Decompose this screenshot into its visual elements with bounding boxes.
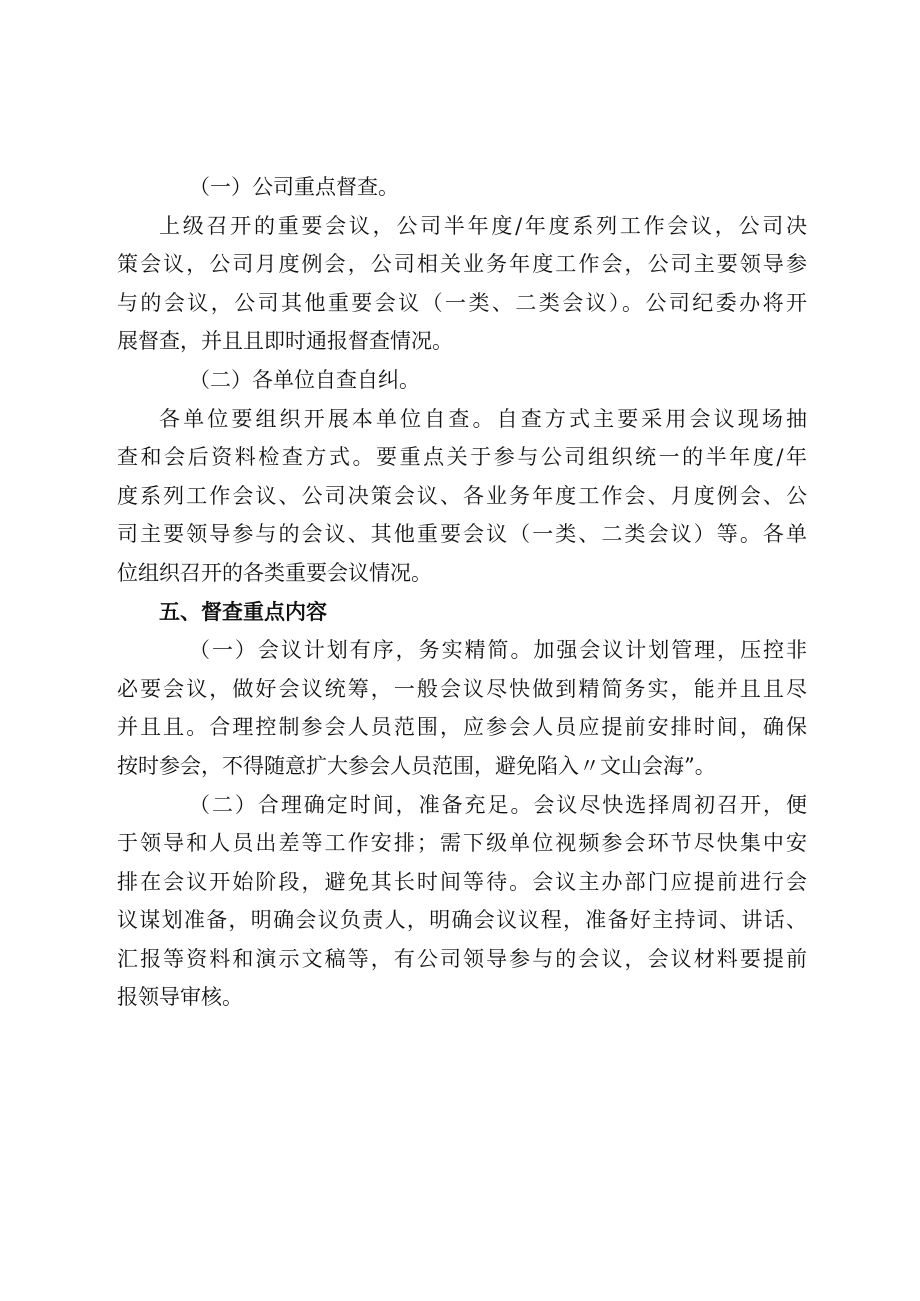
text-line: （一）会议计划有序，务实精简。加强会议计划管理，压控非: [189, 638, 807, 663]
paragraph-meeting-time: [117, 786, 807, 1018]
text-line: 议谋划准备，明确会议负责人，明确会议议程，准备好主持词、讲话、: [117, 908, 807, 933]
text-line: 司主要领导参与的会议、其他重要会议（一类、二类会议）等。各单: [117, 522, 807, 547]
text-line: 查和会后资料检查方式。要重点关于参与公司组织统一的半年度/年: [117, 445, 807, 470]
text-line: 按时参会，不得随意扩大参会人员范围，避免陷入〃文山会海”。: [117, 753, 716, 778]
text-line: 度系列工作会议、公司决策会议、各业务年度工作会、月度例会、公: [117, 483, 807, 508]
section-heading-inspection-focus: 五、督查重点内容: [159, 599, 327, 624]
paragraph-meeting-planning: [117, 631, 807, 785]
subsection-title-self-inspection: （二）各单位自查自纠。: [189, 367, 420, 392]
paragraph-company-inspection: [117, 207, 807, 361]
text-line: 位组织召开的各类重要会议情况。: [117, 560, 432, 585]
subsection-title-company-inspection: （一）公司重点督查。: [189, 175, 399, 199]
text-line: 各单位要组织开展本单位自查。自查方式主要采用会议现场抽: [159, 406, 807, 431]
text-line: 并且且。合理控制参会人员范围，应参会人员应提前安排时间，确保: [117, 715, 807, 740]
paragraph-self-inspection: [117, 400, 807, 593]
text-line: 策会议，公司月度例会，公司相关业务年度工作会，公司主要领导参: [117, 252, 807, 277]
document-body: [117, 168, 807, 1017]
text-line: 报领导审核。: [117, 985, 243, 1010]
text-line: 汇报等资料和演示文稿等，有公司领导参与的会议，会议材料要提前: [117, 946, 807, 971]
text-line: 必要会议，做好会议统筹，一般会议尽快做到精简务实，能并且且尽: [117, 676, 807, 701]
text-line: 上级召开的重要会议，公司半年度/年度系列工作会议，公司决: [159, 213, 807, 238]
text-line: 排在会议开始阶段，避免其长时间等待。会议主办部门应提前进行会: [117, 869, 807, 894]
text-line: （二）合理确定时间，准备充足。会议尽快选择周初召开，便: [189, 792, 807, 817]
text-line: 于领导和人员出差等工作安排；需下级单位视频参会环节尽快集中安: [117, 831, 807, 856]
text-line: 展督查，并且且即时通报督查情况。: [117, 329, 453, 354]
text-line: 与的会议，公司其他重要会议（一类、二类会议）。公司纪委办将开: [117, 290, 807, 315]
